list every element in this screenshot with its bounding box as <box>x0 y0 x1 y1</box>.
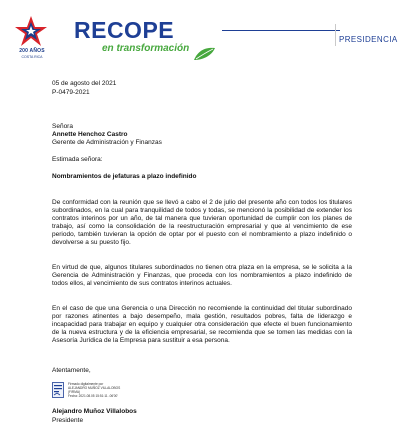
recipient-position: Gerente de Administración y Finanzas <box>52 139 162 146</box>
paragraph-3: En el caso de que una Gerencia o una Dirección no recomiende la continuidad del titular subordinado por razones atinentes a bajo desempeño, mala gestión, resultados pobres, falta de liderazgo e incapacidad para trabajar en equipo y cualquier otra consideración que efecte el buen funcionamiento de la nueva estructura y de la eficiencia empresarial, se recomienda que se tomen las medidas con la Asesoría Jurídica de la Empresa para sustituir a esa persona. <box>52 305 352 345</box>
signer-title: Presidente <box>52 417 84 424</box>
digital-signature-icon <box>52 382 64 398</box>
letter-reference: P-0479-2021 <box>52 89 90 96</box>
paragraph-1: De conformidad con la reunión que se llevó a cabo el 2 de julio del presente año con todos los titulares subordinados, en la cual para tranquilidad de todos y todas, se mencionó la posibilidad de extender los contratos interinos por un año, de tal manera que tuvieran oportunidad de cumplir con los planes de trabajo, así como la consolidación de la reestructuración empresarial y que al vencimiento de ese periodo, también tuvieran la opción de optar por el puesto con el nombramiento a plazo indefinido o devolverse a su puesto fijo. <box>52 199 352 247</box>
recipient-name: Annette Henchoz Castro <box>52 131 128 138</box>
anniversary-label: 200 AÑOS <box>19 48 45 54</box>
header-separator <box>335 24 336 46</box>
paragraph-2: En virtud de que, algunos titulares subordinados no tienen otra plaza en la empresa, se le solicita a la Gerencia de Administración y Finanzas, que proceda con los nombramientos a plazo indefinido de todos ellos, al vencimiento de sus contratos interinos actuales. <box>52 264 352 288</box>
recope-logo <box>74 18 214 62</box>
brand-name: RECOPE <box>74 17 175 43</box>
signature-line-3: (FIRMA) <box>68 390 81 394</box>
star-flag-icon <box>12 14 50 48</box>
signature-line-1: Firmado digitalmente por <box>68 382 104 386</box>
subject-line: Nombramientos de jefaturas a plazo indefinido <box>52 173 197 180</box>
header-divider <box>222 30 340 31</box>
signature-line-2: ALEJANDRO MUÑOZ VILLALOBOS <box>68 386 121 390</box>
signer-name: Alejandro Muñoz Villalobos <box>52 408 137 415</box>
digital-signature-details <box>68 382 120 398</box>
brand-tagline: en transformación <box>102 43 190 54</box>
recipient-title: Señora <box>52 123 73 130</box>
closing: Atentamente, <box>52 367 91 374</box>
bicentennial-logo <box>12 14 50 64</box>
greeting: Estimada señora: <box>52 156 103 163</box>
anniversary-country: COSTA RICA <box>21 55 43 59</box>
letter-date: 05 de agosto del 2021 <box>52 80 117 87</box>
leaf-icon <box>192 46 216 62</box>
department-label: PRESIDENCIA <box>339 35 398 44</box>
signature-line-4: Fecha: 2021.08.05 15:51:11 -06'00' <box>68 394 118 398</box>
